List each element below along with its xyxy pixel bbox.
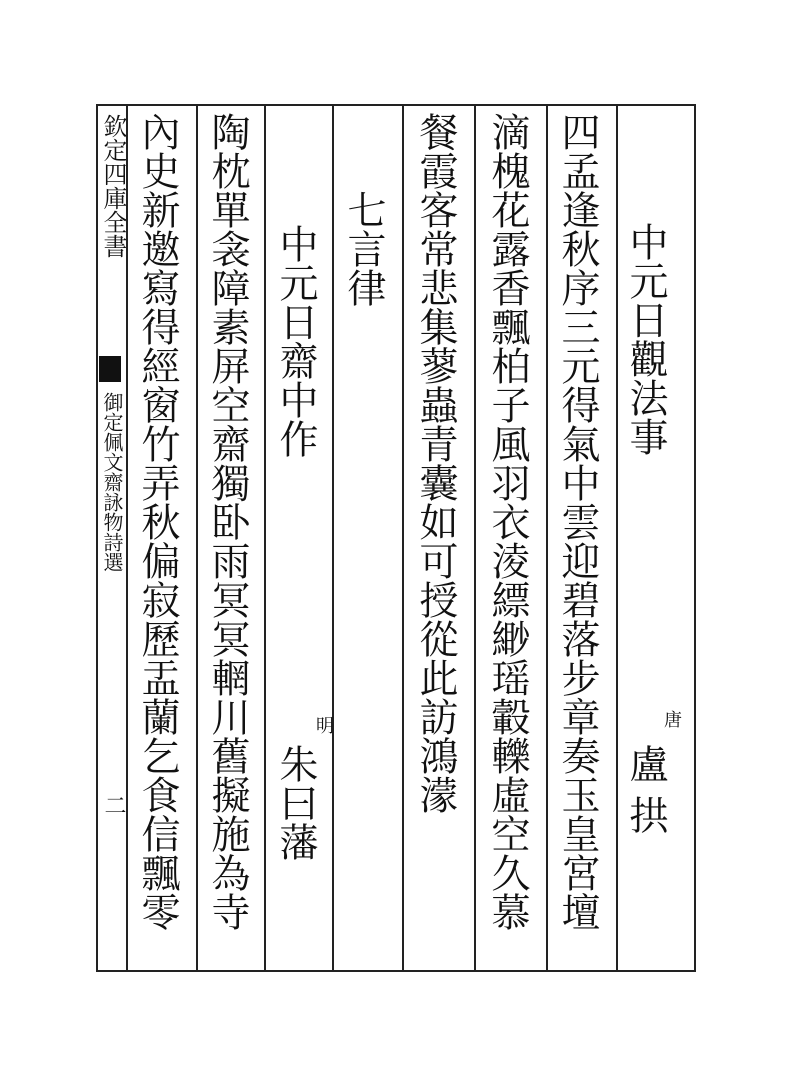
text-column-4: 滴槐花露香飄柏子風羽衣淩縹緲瑶轂轢虛空久慕 [485, 112, 530, 931]
column-rule [96, 104, 98, 972]
poem-title-column: 中元日觀法事 [623, 222, 668, 456]
collection-title: 欽定四庫全書 [99, 114, 127, 258]
section-heading: 七言律 [341, 190, 386, 307]
column-rule [616, 104, 618, 972]
column-rule [402, 104, 404, 972]
text-column-3: 四孟逢秋序三元得氣中雲迎碧落步章奏玉皇宮壇 [555, 112, 600, 931]
page-number: 二 [101, 794, 126, 816]
text-column-8: 陶枕單衾障素屏空齋獨卧雨冥冥輞川舊擬施為寺 [205, 112, 250, 931]
text-column-5: 餐霞客常悲集蓼蟲青囊如可授從此訪鴻濛 [413, 112, 458, 814]
dynasty-label: 唐 [661, 710, 682, 728]
author-name: 盧 拱 [623, 744, 668, 835]
column-rule [126, 104, 128, 972]
column-rule [264, 104, 266, 972]
book-title: 御定佩文齋詠物詩選 [100, 392, 124, 572]
dynasty-label: 明 [313, 716, 334, 734]
text-column-9: 內史新邀寫得經窗竹弄秋偏寂歷盂蘭乞食信飄零 [135, 112, 180, 931]
author-name: 朱曰藩 [273, 744, 318, 861]
column-rule [546, 104, 548, 972]
column-rule [196, 104, 198, 972]
bottom-border [96, 970, 696, 972]
text-frame [96, 104, 696, 974]
poem-title-column: 中元日齋中作 [273, 224, 318, 458]
column-rule [332, 104, 334, 972]
top-border [96, 104, 696, 106]
column-rule [474, 104, 476, 972]
column-rule [694, 104, 696, 972]
